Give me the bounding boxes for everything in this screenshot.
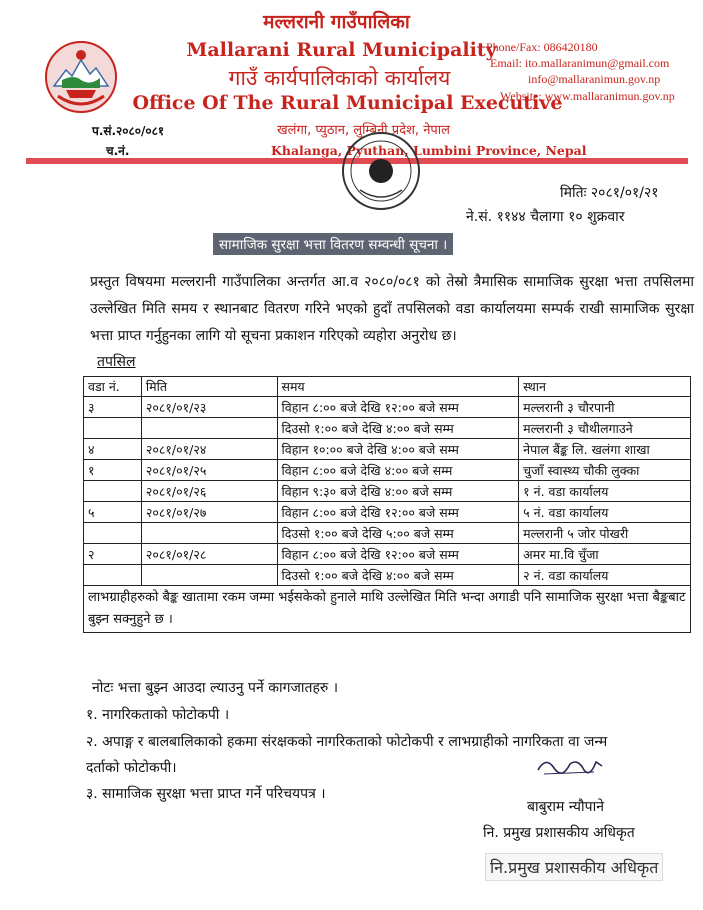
handwritten-signature bbox=[534, 748, 606, 784]
cell-time: दिउसो १:०० बजे देखि ४:०० बजे सम्म bbox=[277, 418, 519, 439]
cell-ward: १ bbox=[84, 460, 142, 481]
cell-date: २०८१/०१/२८ bbox=[141, 544, 277, 565]
table-row bbox=[84, 502, 691, 523]
chalani-number: च.नं. bbox=[106, 144, 130, 158]
address-en: Khalanga, Pyuthan, Lumbini Province, Nepal bbox=[271, 143, 587, 158]
office-seal-stamp bbox=[340, 130, 422, 212]
note-item-1: १. नागरिकताको फोटोकपी । bbox=[86, 707, 230, 723]
signatory-title-stamp: नि.प्रमुख प्रशासकीय अधिकृत bbox=[485, 853, 663, 881]
col-header-ward: वडा नं. bbox=[84, 377, 142, 397]
cell-place: ५ नं. वडा कार्यालय bbox=[519, 502, 691, 523]
cell-date: २०८१/०१/२६ bbox=[141, 481, 277, 502]
table-row bbox=[84, 481, 691, 502]
address-np: खलंगा, प्युठान, लुम्बिनी प्रदेश, नेपाल bbox=[277, 123, 450, 138]
cell-time: दिउसो १:०० बजे देखि ५:०० बजे सम्म bbox=[277, 523, 519, 544]
cell-place: चुजाँ स्वास्थ्य चौकी लुक्का bbox=[519, 460, 691, 481]
website[interactable]: Website: www.mallaranimun.gov.np bbox=[500, 89, 675, 103]
notice-subject: सामाजिक सुरक्षा भत्ता वितरण सम्वन्धी सूचना । bbox=[213, 233, 453, 255]
cell-place: १ नं. वडा कार्यालय bbox=[519, 481, 691, 502]
cell-date bbox=[141, 523, 277, 544]
cell-time: विहान ८:०० बजे देखि ४:०० बजे सम्म bbox=[277, 460, 519, 481]
col-header-place: स्थान bbox=[519, 377, 691, 397]
col-header-date: मिति bbox=[141, 377, 277, 397]
cell-ward bbox=[84, 523, 142, 544]
cell-place: मल्लरानी ५ जोर पोखरी bbox=[519, 523, 691, 544]
cell-ward: २ bbox=[84, 544, 142, 565]
cell-place: मल्लरानी ३ चौथीलगाउने bbox=[519, 418, 691, 439]
cell-time: विहान ९:३० बजे देखि ४:०० बजे सम्म bbox=[277, 481, 519, 502]
cell-ward: ३ bbox=[84, 397, 142, 418]
note-item-2-line-1: २. अपाङ्ग र बालबालिकाको हकमा संरक्षकको नागरिकताको फोटोकपी र लाभग्राहीको नागरिकता वा जन्म bbox=[86, 734, 608, 750]
cell-date: २०८१/०१/२४ bbox=[141, 439, 277, 460]
date-miti: मितिः २०८१/०१/२१ bbox=[560, 185, 659, 201]
cell-date: २०८१/०१/२३ bbox=[141, 397, 277, 418]
table-row bbox=[84, 523, 691, 544]
patra-sankhya: प.सं.२०८०/०८१ bbox=[92, 124, 165, 138]
cell-ward: ५ bbox=[84, 502, 142, 523]
cell-ward bbox=[84, 418, 142, 439]
table-row bbox=[84, 544, 691, 565]
cell-date: २०८१/०१/२७ bbox=[141, 502, 277, 523]
table-row bbox=[84, 418, 691, 439]
cell-place: मल्लरानी ३ चौरपानी bbox=[519, 397, 691, 418]
cell-place: २ नं. वडा कार्यालय bbox=[519, 565, 691, 586]
table-row bbox=[84, 397, 691, 418]
office-name-np: गाउँ कार्यपालिकाको कार्यालय bbox=[228, 66, 451, 90]
municipality-name-np: मल्लरानी गाउँपालिका bbox=[263, 11, 410, 33]
cell-time: विहान १०:०० बजे देखि ४:०० बजे सम्म bbox=[277, 439, 519, 460]
signatory-name: बाबुराम न्यौपाने bbox=[527, 799, 605, 815]
cell-ward: ४ bbox=[84, 439, 142, 460]
email-info[interactable]: info@mallaranimun.gov.np bbox=[528, 72, 661, 86]
cell-time: विहान ८:०० बजे देखि १२:०० बजे सम्म bbox=[277, 502, 519, 523]
table-row bbox=[84, 439, 691, 460]
cell-time: दिउसो १:०० बजे देखि ४:०० बजे सम्म bbox=[277, 565, 519, 586]
office-name-en: Office Of The Rural Municipal Executive bbox=[132, 92, 563, 114]
notes-heading: नोटः भत्ता बुझ्न आउदा ल्याउनु पर्ने कागजातहरु । bbox=[92, 680, 339, 696]
cell-ward bbox=[84, 481, 142, 502]
note-item-2-line-2: दर्ताको फोटोकपी। bbox=[86, 760, 177, 776]
tapsil-label: तपसिल bbox=[97, 354, 136, 370]
note-item-3: ३. सामाजिक सुरक्षा भत्ता प्राप्त गर्ने परिचयपत्र । bbox=[86, 786, 326, 802]
table-row bbox=[84, 565, 691, 586]
cell-time: विहान ८:०० बजे देखि १२:०० बजे सम्म bbox=[277, 397, 519, 418]
municipality-name-en: Mallarani Rural Municipality bbox=[186, 39, 497, 61]
email-primary[interactable]: Email: ito.mallaranimun@gmail.com bbox=[490, 56, 670, 70]
cell-time: विहान ८:०० बजे देखि १२:०० बजे सम्म bbox=[277, 544, 519, 565]
cell-ward bbox=[84, 565, 142, 586]
col-header-time: समय bbox=[277, 377, 519, 397]
cell-place: नेपाल बैंङ्क लि. खलंगा शाखा bbox=[519, 439, 691, 460]
cell-date bbox=[141, 418, 277, 439]
date-nepal-sambat: ने.सं. ११४४ चैलागा १० शुक्रवार bbox=[466, 209, 625, 225]
table-footer-note: लाभग्राहीहरुको बैङ्क खातामा रकम जम्मा भईसकेको हुनाले माथि उल्लेखित मिति भन्दा अगाडी पनि सामाजिक सुरक्षा भत्ता बैङ्कबाट बुझ्न सक्नुहुने छ । bbox=[84, 586, 691, 633]
cell-date: २०८१/०१/२५ bbox=[141, 460, 277, 481]
cell-date bbox=[141, 565, 277, 586]
table-footer-row bbox=[84, 586, 691, 633]
notice-body: प्रस्तुत विषयमा मल्लरानी गाउँपालिका अन्तर्गत आ.व २०८०/०८१ को तेस्रो त्रैमासिक सामाजिक सुरक्षा भत्ता तपसिलमा उल्लेखित मिति समय र स्थानबाट वितरण गरिने भएको हुदाँ तपसिलको वडा कार्यालयमा सम्पर्क राखी सामाजिक सुरक्षा भत्ता प्राप्त गर्नुहुनका लागि यो सूचना प्रकाशन गरिएको व्यहोरा अनुरोध छ। bbox=[90, 274, 694, 344]
table-row bbox=[84, 460, 691, 481]
cell-place: अमर मा.वि चुँजा bbox=[519, 544, 691, 565]
table-header-row bbox=[84, 377, 691, 397]
phone-fax: Phone/Fax: 086420180 bbox=[486, 40, 598, 54]
signatory-title: नि. प्रमुख प्रशासकीय अधिकृत bbox=[483, 825, 635, 841]
distribution-schedule-table bbox=[83, 376, 691, 633]
